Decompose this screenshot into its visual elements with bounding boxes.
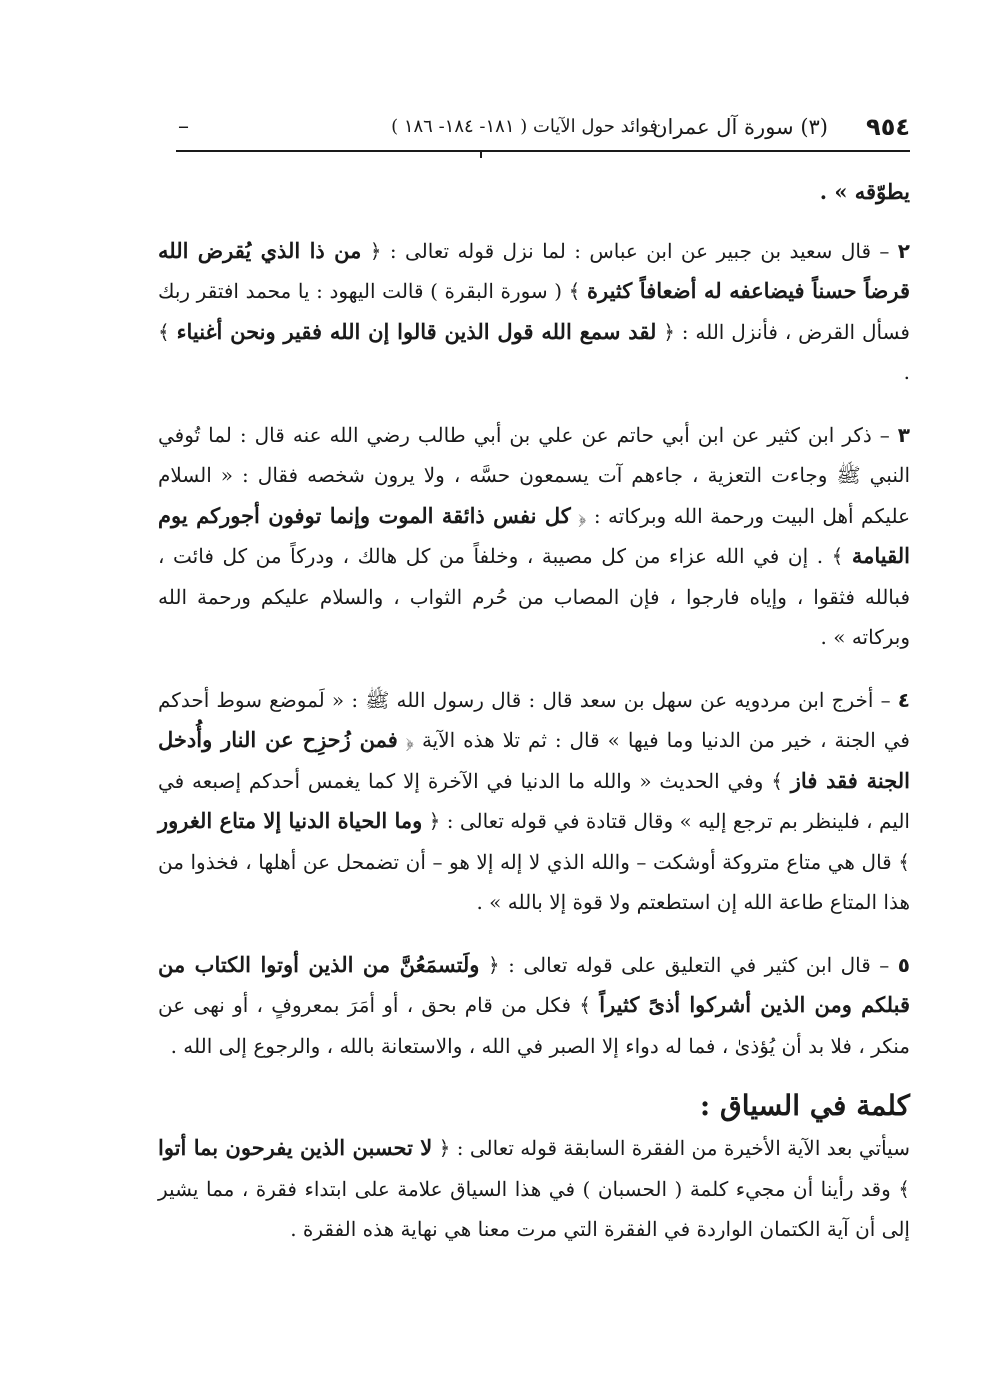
paragraph-text: – أخرج ابن مردويه عن سهل بن سعد قال : قال رسول الله ﷺ : « لَموضع سوط أحدكم في الجنة ، خير من الدنيا وما فيها » قال : ثم تلا هذه الآية ﴿ — [158, 687, 910, 752]
item-number: ٣ — [897, 422, 910, 447]
paragraph-item-4 — [158, 680, 910, 923]
paragraph-context — [158, 1128, 910, 1250]
paragraph-text: ﴾ . إن في الله عزاء من كل مصيبة ، وخلفاً من كل هالك ، ودركاً من كل فائت ، فبالله فثقوا ، وإياه فارجوا ، فإن المصاب من حُرم الثواب ، والسلام عليكم ورحمة الله وبركاته » . — [158, 544, 910, 649]
header-rule-tick — [480, 150, 482, 158]
item-number: ٢ — [897, 238, 911, 263]
paragraph-continuation — [158, 172, 910, 213]
page-number: ٩٥٤ — [866, 113, 910, 141]
paragraph-text: ﴾ فكل من قام بحق ، أو أمَرَ بمعروفٍ ، أو نهى عن منكر ، فلا بد أن يُؤذىٰ ، فما له دواء إلا الصبر في الله ، والاستعانة بالله ، والرجوع إلى الله . — [158, 993, 910, 1058]
quran-verse: من ذا الذي يُقرض الله قرضاً حسناً فيضاعفه له أضعافاً كثيرة — [158, 237, 910, 303]
quran-verse: فمن زُحزِح عن النار وأُدخل الجنة فقد فاز — [158, 727, 910, 793]
header-dash: – — [178, 114, 189, 139]
page-content — [158, 172, 910, 1250]
paragraph-text: سيأتي بعد الآية الأخيرة من الفقرة السابقة قوله تعالى : ﴿ — [432, 1136, 910, 1160]
header-rule — [176, 150, 910, 152]
paragraph-text: ﴾ قال هي متاع متروكة أوشكت – والله الذي لا إله إلا هو – أن تضمحل عن أهلها ، فخذوا من هذا المتاع طاعة الله إن استطعتم ولا قوة إلا بالله » . — [158, 849, 910, 914]
section-heading: كلمة في السياق : — [699, 1089, 910, 1122]
paragraph-text: – قال ابن كثير في التعليق على قوله تعالى : ﴿ — [479, 952, 898, 977]
paragraph-item-3 — [158, 415, 910, 658]
quran-verse: لا تحسبن الذين يفرحون بما أتوا — [158, 1135, 433, 1160]
paragraph-text: ﴾ . — [158, 319, 910, 384]
surah-name: (٣) سورة آل عمران — [652, 115, 828, 139]
quran-verse: كل نفس ذائقة الموت وإنما توفون أجوركم يوم القيامة — [158, 502, 910, 568]
quran-verse: وما الحياة الدنيا إلا متاع الغرور — [158, 808, 423, 833]
item-number: ٤ — [897, 687, 910, 712]
paragraph-item-5 — [158, 945, 910, 1067]
paragraph-text: ﴾ وقد رأينا أن مجيء كلمة ( الحسبان ) في هذا السياق علامة على ابتداء فقرة ، مما يشير إلى أن آية الكتمان الواردة في الفقرة التي مرت معنا هي نهاية هذه الفقرة . — [158, 1176, 910, 1241]
quran-verse: لقد سمع الله قول الذين قالوا إن الله فقير ونحن أغنياء — [176, 318, 657, 344]
item-number: ٥ — [897, 952, 910, 977]
paragraph-text: – ذكر ابن كثير عن ابن أبي حاتم عن علي بن أبي طالب رضي الله عنه قال : لما تُوفي النبي ﷺ وجاءت التعزية ، جاءهم آت يسمعون حسَّه ، ولا يرون شخصه فقال : « السلام عليكم أهل البيت ورحمة الله وبركاته : ﴿ — [158, 422, 910, 528]
header-title: فوائد حول الآيات ( ١٨١- ١٨٤- ١٨٦ ) — [391, 116, 658, 137]
quran-verse: ولَتسمَعُنَّ من الذين أوتوا الكتاب من قبلكم ومن الذين أشركوا أذىً كثيراً — [158, 951, 910, 1017]
paragraph-text: ﴾ وفي الحديث « والله ما الدنيا في الآخرة إلا كما يغمس أحدكم إصبعه في اليم ، فلينظر بم ترجع إليه » وقال قتادة في قوله تعالى : ﴿ — [158, 768, 910, 833]
paragraph-text: ﴾ ( سورة البقرة ) قالت اليهود : يا محمد افتقر ربك فسأل القرض ، فأنزل الله : ﴿ — [158, 279, 910, 344]
continuation-text: يطوّقه » . — [819, 179, 910, 204]
paragraph-item-2 — [158, 231, 910, 393]
page-header — [150, 110, 910, 144]
paragraph-text: – قال سعيد بن جبير عن ابن عباس : لما نزل قوله تعالى : ﴿ — [361, 238, 898, 263]
